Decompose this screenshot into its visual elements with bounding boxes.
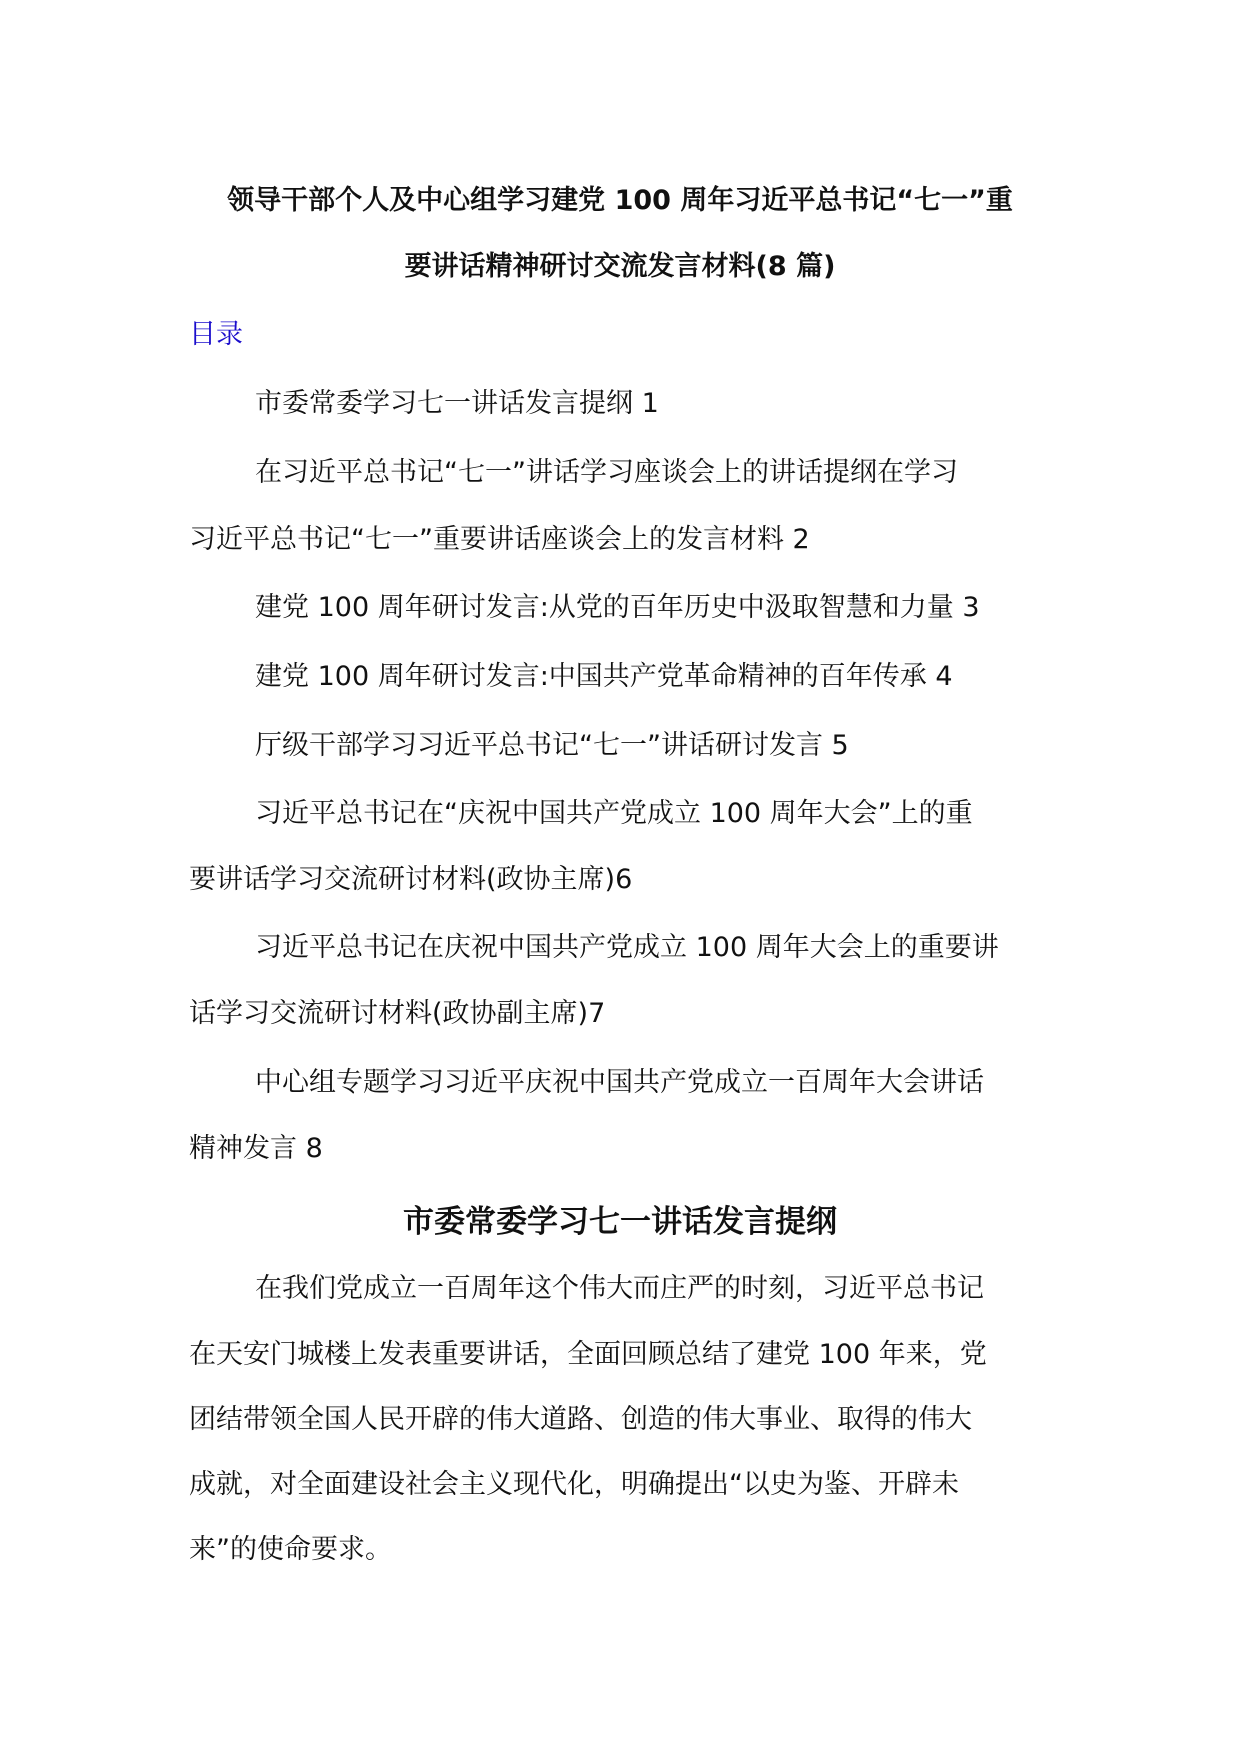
toc-entry-6-line-1: 习近平总书记在“庆祝中国共产党成立 100 周年大会”上的重 — [255, 798, 973, 829]
toc-entry-2-line-1: 在习近平总书记“七一”讲话学习座谈会上的讲话提纲在学习 — [255, 457, 958, 488]
toc-entry-7-line-1: 习近平总书记在庆祝中国共产党成立 100 周年大会上的重要讲 — [255, 932, 999, 963]
toc-heading: 目录 — [189, 319, 243, 350]
body-line-4: 成就，对全面建设社会主义现代化，明确提出“以史为鉴、开辟未 — [189, 1469, 959, 1500]
body-line-3: 团结带领全国人民开辟的伟大道路、创造的伟大事业、取得的伟大 — [189, 1404, 972, 1435]
toc-entry-8-line-1: 中心组专题学习习近平庆祝中国共产党成立一百周年大会讲话 — [255, 1067, 984, 1098]
toc-entry-8-line-2: 精神发言 8 — [189, 1133, 323, 1164]
toc-entry-2-line-2: 习近平总书记“七一”重要讲话座谈会上的发言材料 2 — [189, 524, 810, 555]
body-line-1: 在我们党成立一百周年这个伟大而庄严的时刻，习近平总书记 — [255, 1273, 984, 1304]
toc-entry-5: 厅级干部学习习近平总书记“七一”讲话研讨发言 5 — [255, 730, 849, 761]
document-title-line-1: 领导干部个人及中心组学习建党 100 周年习近平总书记“七一”重 — [227, 185, 1013, 216]
body-line-5: 来”的使命要求。 — [189, 1534, 392, 1565]
toc-entry-7-line-2: 话学习交流研讨材料(政协副主席)7 — [189, 998, 606, 1029]
toc-entry-6-line-2: 要讲话学习交流研讨材料(政协主席)6 — [189, 864, 633, 895]
toc-entry-1: 市委常委学习七一讲话发言提纲 1 — [255, 388, 659, 419]
toc-entry-3: 建党 100 周年研讨发言:从党的百年历史中汲取智慧和力量 3 — [255, 592, 980, 623]
document-title-line-2: 要讲话精神研讨交流发言材料(8 篇) — [404, 251, 836, 282]
section-heading: 市委常委学习七一讲话发言提纲 — [403, 1204, 837, 1240]
toc-entry-4: 建党 100 周年研讨发言:中国共产党革命精神的百年传承 4 — [255, 661, 953, 692]
body-line-2: 在天安门城楼上发表重要讲话，全面回顾总结了建党 100 年来，党 — [189, 1339, 987, 1370]
